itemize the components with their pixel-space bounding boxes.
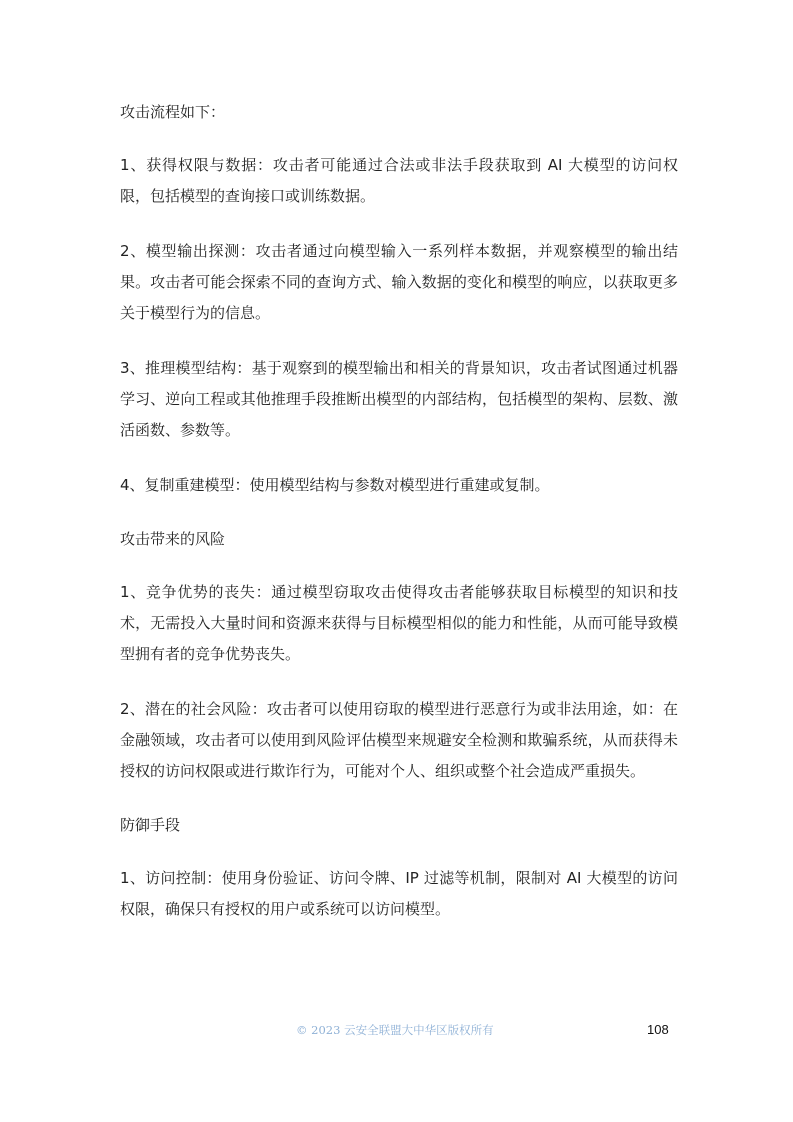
page-number: 108 xyxy=(647,1022,669,1037)
list-item: 4、复制重建模型：使用模型结构与参数对模型进行重建或复制。 xyxy=(120,476,550,494)
section-heading: 攻击带来的风险 xyxy=(120,530,226,548)
section-heading: 攻击流程如下： xyxy=(120,103,226,121)
list-item: 1、竞争优势的丧失：通过模型窃取攻击使得攻击者能够获取目标模型的知识和技术，无需投入大量时间和资源来获得与目标模型相似的能力和性能，从而可能导致模型拥有者的竞争优势丧失。 xyxy=(120,583,678,663)
list-item: 1、获得权限与数据：攻击者可能通过合法或非法手段获取到 AI 大模型的访问权限，包括模型的查询接口或训练数据。 xyxy=(120,156,678,205)
attack-risk-section xyxy=(120,525,678,787)
attack-process-section xyxy=(120,98,678,501)
list-item: 2、潜在的社会风险：攻击者可以使用窃取的模型进行恶意行为或非法用途，如：在金融领域，攻击者可以使用到风险评估模型来规避安全检测和欺骗系统，从而获得未授权的访问权限或进行欺诈行为，可能对个人、组织或整个社会造成严重损失。 xyxy=(120,700,678,780)
list-item: 2、模型输出探测：攻击者通过向模型输入一系列样本数据，并观察模型的输出结果。攻击者可能会探索不同的查询方式、输入数据的变化和模型的响应，以获取更多关于模型行为的信息。 xyxy=(120,242,678,322)
list-item: 3、推理模型结构：基于观察到的模型输出和相关的背景知识，攻击者试图通过机器学习、逆向工程或其他推理手段推断出模型的内部结构，包括模型的架构、层数、激活函数、参数等。 xyxy=(120,359,678,439)
defense-section xyxy=(120,811,678,925)
page-footer xyxy=(0,1020,793,1040)
list-item: 1、访问控制：使用身份验证、访问令牌、IP 过滤等机制，限制对 AI 大模型的访问权限，确保只有授权的用户或系统可以访问模型。 xyxy=(120,869,678,918)
document-body xyxy=(120,98,678,949)
copyright-notice: © 2023 云安全联盟大中华区版权所有 xyxy=(296,1023,494,1037)
section-heading: 防御手段 xyxy=(120,816,181,834)
